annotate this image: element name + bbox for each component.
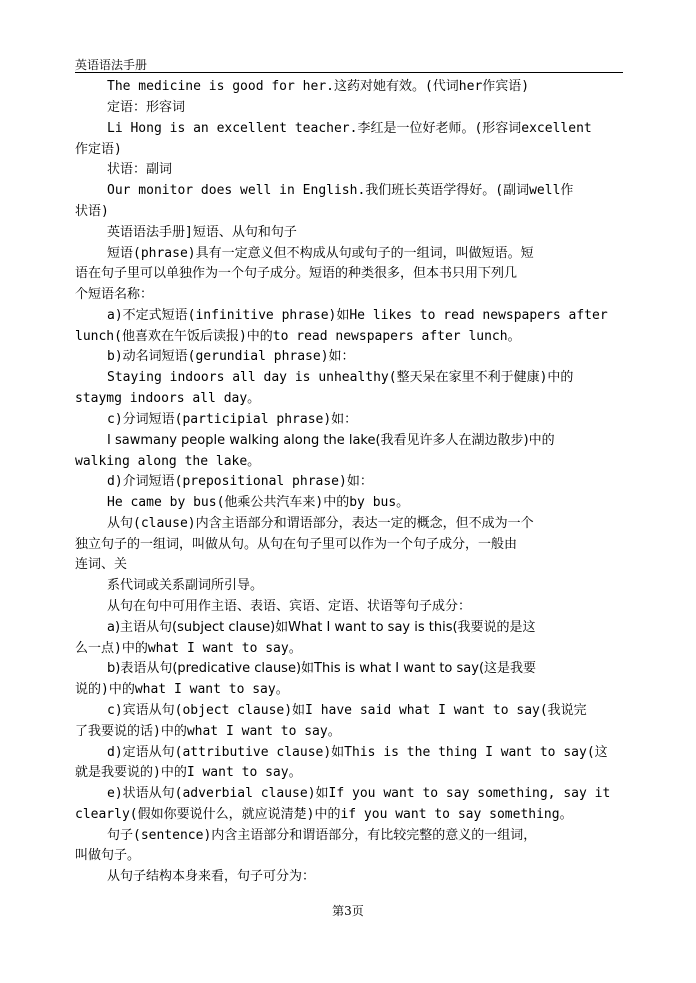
text-line: 么一点)中的what I want to say。: [75, 641, 302, 656]
text-line: 就是我要说的)中的I want to say。: [75, 765, 302, 780]
text-line: c)宾语从句(object clause)如I have said what I want to say(我说完: [107, 703, 587, 718]
text-line: Staying indoors all day is unhealthy(整天呆在家里不利于健康)中的: [107, 370, 574, 385]
text-line: 句子(sentence)内含主语部分和谓语部分，有比较完整的意义的一组词，: [107, 828, 537, 843]
text-line: d)定语从句(attributive clause)如This is the thing I want to say(这: [107, 745, 608, 760]
text-line: 从句子结构本身来看，句子可分为：: [107, 869, 316, 884]
text-line: He came by bus(他乘公共汽车来)中的by bus。: [107, 495, 410, 510]
text-line: walking along the lake。: [75, 454, 261, 469]
text-line: a)不定式短语(infinitive phrase)如He likes to read newspapers after: [107, 308, 608, 323]
text-line: b)表语从句(predicative clause)如This is what I want to say(这是我要: [107, 661, 537, 676]
text-line: 从句在句中可用作主语、表语、宾语、定语、状语等句子成分：: [107, 599, 472, 614]
text-line: b)动名词短语(gerundial phrase)如：: [107, 349, 355, 364]
text-line: lunch(他喜欢在午饭后读报)中的to read newspapers after lunch。: [75, 329, 521, 344]
text-line: I sawmany people walking along the lake(我看见许多人在湖边散步)中的: [107, 433, 555, 448]
section-heading: 英语语法手册]短语、从句和句子: [107, 225, 297, 240]
text-line: c)分词短语(participial phrase)如：: [107, 412, 358, 427]
text-line: Our monitor does well in English.我们班长英语学得好。(副词well作: [107, 183, 574, 198]
text-line: 了我要说的话)中的what I want to say。: [75, 724, 341, 739]
text-line: 个短语名称：: [75, 287, 154, 302]
text-line: 独立句子的一组词，叫做从句。从句在句子里可以作为一个句子成分，一般由: [75, 537, 518, 552]
running-header: 英语语法手册: [75, 58, 148, 72]
text-line: 说的)中的what I want to say。: [75, 682, 289, 697]
text-line: e)状语从句(adverbial clause)如If you want to say something, say it: [107, 786, 611, 801]
text-line: 短语(phrase)具有一定意义但不构成从句或句子的一组词，叫做短语。短: [107, 246, 534, 261]
text-line: The medicine is good for her.这药对她有效。(代词her作宾语): [107, 79, 530, 94]
text-line: 状语：副词: [107, 162, 173, 177]
text-line: a)主语从句(subject clause)如What I want to say is this(我要说的是这: [107, 620, 536, 635]
text-line: 定语：形容词: [107, 100, 186, 115]
text-line: staymg indoors all day。: [75, 391, 261, 406]
text-line: 叫做句子。: [75, 848, 141, 863]
page-number: 第3页: [332, 904, 364, 918]
text-line: clearly(假如你要说什么，就应说清楚)中的if you want to say something。: [75, 807, 573, 822]
text-line: Li Hong is an excellent teacher.李红是一位好老师。(形容词excellent: [107, 121, 592, 136]
text-line: 系代词或关系副词所引导。: [107, 578, 264, 593]
text-line: 语在句子里可以单独作为一个句子成分。短语的种类很多，但本书只用下列几: [75, 266, 518, 281]
text-line: 作定语): [75, 142, 122, 157]
header-divider: [75, 72, 623, 73]
text-line: d)介词短语(prepositional phrase)如：: [107, 474, 373, 489]
text-line: 状语): [75, 204, 109, 219]
text-line: 连词、关: [75, 557, 128, 572]
text-line: 从句(clause)内含主语部分和谓语部分，表达一定的概念，但不成为一个: [107, 516, 534, 531]
